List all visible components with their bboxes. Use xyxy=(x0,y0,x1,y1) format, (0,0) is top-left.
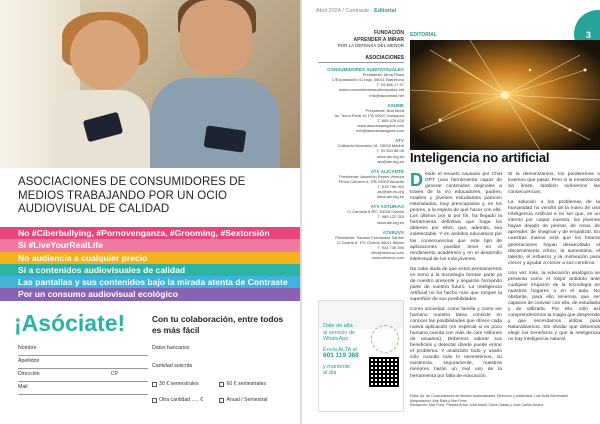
association-entry: ATV ASTURIAS C/ Camelia 8 8ºC 33006 Oviedo T. 985 122 253 www.atv.org.es xyxy=(347,204,404,225)
article-column-2 xyxy=(508,172,600,384)
whatsapp-text: Date de alta al servicio de WhatsApp Envía ALTA al 601 119 388 y mantente al día xyxy=(323,323,367,377)
folio: Abril 2024 / Contraste - Editorial xyxy=(316,8,397,14)
checkbox-icon xyxy=(219,398,224,403)
association-entry: ATVEUVS Presidente: Samuel Fernández Santos C/ Duarte 5, 1ºC Oviedo 48011 Bilbao T. 944 736 396 info@atveuvs.com www.atveuvs.com xyxy=(335,229,404,261)
children-with-phones-photo xyxy=(0,0,300,168)
paragraph: No cabe duda de que estos pensamientos en torno a la tecnología forman parte ya de nuestro presente y seguirán formando parte de nuestro futuro. La Inteligencia Artificial no ha hecho más que romper la superficie de sus posibilidades. xyxy=(410,266,502,302)
collaboration-text: Con tu colaboración, entre todos es más fácil xyxy=(152,314,284,335)
whatsapp-promo xyxy=(318,300,404,412)
amount-label: Cantidad suscrita xyxy=(152,363,193,369)
whatsapp-number[interactable]: 601 119 388 xyxy=(323,352,359,359)
neural-network-image xyxy=(410,40,600,150)
foundation-logo: FUNDACIÓN APRENDER A MIRAR POR LA DEFENSA DEL MENOR xyxy=(337,30,404,49)
join-heading: ¡Asóciate! xyxy=(14,310,126,336)
paragraph: Desde el revuelo causado por Chat GPT (una herramienta capaz de generar contenidos originales a través de la IA) educadores, padres, madres y jóvenes estudiantes parecen estimulados, muy preocupados y, en los peores, a la espera de qué hacer con ella. Los últimos por si por fin, ha llegado la herramienta definitiva que haga los deberes por ellos, que, además, sea indetectable. Y en ámbitos educativos por las consecuencias que este tipo de aplicaciones puedan tener en el rendimiento académico y en el desarrollo intelectual de los más jóvenes. xyxy=(410,170,502,262)
association-entry: ASUME Presidente: Ana Mora Av. Tenor Fleta 16 1ºA 50007 Zaragoza T. 605 476 628 www.asumezaragoza.com info@asumezaragoza.com xyxy=(334,102,404,134)
option-30[interactable]: 30 € semestrales xyxy=(152,381,218,387)
right-page xyxy=(302,0,600,424)
option-period[interactable]: Anual / Semestral xyxy=(219,397,285,403)
boy-figure xyxy=(150,0,280,168)
drop-cap: D xyxy=(410,170,423,190)
bank-details-field[interactable]: Datos bancarios xyxy=(152,345,190,351)
paragraph: Una vez más, la educación analógica se presenta como el mejor antídoto ante cualquier irrupción de la tecnología en nuestros hogares o en el aula. No obstante, para ello tenemos que ser capaces de convivir con ella, de estudiarla y de utilizarla. Por ello, sólo así comprenderemos la magia que desprende y que necesitamos utilizar para Naturalizarnos. Sin olvidar que debemos elegir los beneficios y que la inteligencia no hay inteligencia natural. xyxy=(508,270,600,343)
page-heading: ASOCIACIONES DE CONSUMIDORES DE MEDIOS TRABAJANDO POR UN OCIO AUDIOVISUAL DE CALIDAD xyxy=(18,176,246,215)
paragraph: La solución a los problemas de la humanidad no vendrá de la mano de una Inteligencia Artificial a no ser que, en un intento por culpar nuestra, los jóvenes hayan dejado de pensar, de crear, de aprender, de imaginar y de empatizar. En nuestras manos está que los futuros generaciones hayan desarrollado el discernimiento crítico, la autoestima, el talento, el esfuerzo y la motivación para crecer y ayudar a crecer a sus cerebros. xyxy=(508,200,600,266)
girl-figure xyxy=(40,20,150,168)
membership-form-payment xyxy=(152,345,292,413)
surname-field[interactable]: Apellidos xyxy=(18,358,148,369)
article-body xyxy=(410,172,600,384)
association-entry: ATV ALICANTE Presidente: Asunción Reyes Ventura Pintor Cabrera 4, 1ºB 03003 Alicante T. 615 786 944 atv@atv.es.org www.atv.org.es xyxy=(338,168,404,200)
slogan-strip: Sí a contenidos audiovisuales de calidad xyxy=(0,264,300,276)
credits: Edita: As. de Consumidores de Medios Audiovisuales. Dirección y publicidad: Luis Bolla Blommaert Maquetación: Ana Rafa y Mar Pons Redacción: Mar Pons, Patricia Arnal, Julia Maldi, Carla Casals y José Carlos Arranz xyxy=(410,394,568,408)
slogan-strip: Por un consumo audiovisual ecológico xyxy=(0,288,300,300)
mail-field[interactable]: Mail xyxy=(18,384,148,395)
association-entry: ATV C/Alberto Moncada 18, 28028 Madrid T. 91 534 88 08 www.atv.org.es atv@atv.org.es xyxy=(337,138,404,164)
slogan-strips xyxy=(0,227,300,301)
paragraph: Como sociedad, como familia y como ser humano nuestra tarea consiste en conocer las posibilidades que ofrece cada nueva aplicación (en especial si es poco humano cuenta con más de cien millones de usuarios). Debemos valorar sus beneficios y detectar dónde puede entrar el problema. Y analizarlo todo y usarlo sólo cuando más lo necesitemos, su existencia, seguramente, nuestros menores harán un mal uso de la herramienta por falta de educación. xyxy=(410,306,502,379)
page-number-tab: 3 xyxy=(574,10,600,58)
sidebar-title: ASOCIACIONES xyxy=(318,56,404,63)
associations-sidebar xyxy=(318,56,404,265)
checkbox-icon xyxy=(152,398,157,403)
paragraph: Si la demonizamos, los perderemos o traemos que pasar. Pero si la ensalzamos sin límite, también sufriremos las consecuencias. xyxy=(508,172,600,196)
slogan-strip: Sí #LiveYourRealLife xyxy=(0,239,300,251)
glowing-network-icon xyxy=(410,40,600,150)
qr-code-icon[interactable] xyxy=(369,357,399,387)
slogan-strip: No #Ciberbullying, #Pornovenganza, #Grooming, #Sextorsión xyxy=(0,227,300,239)
association-entry: CONSUMIDORES AUDIOVISUALES Presidente: Alma Plaza C/Explanación 41 bajo, 08011 Barcelona T. 93 486 17 57 www.consumidoresaudiovisuales.cat info@lacontrast.net xyxy=(327,67,404,98)
article-title: Inteligencia no artificial xyxy=(410,150,550,165)
address-field[interactable]: Dirección CP xyxy=(18,371,148,382)
slogan-strip: No audiencia a cualquier precio xyxy=(0,252,300,264)
option-60[interactable]: 60 € semestrales xyxy=(219,381,285,387)
chat-bubble-icon xyxy=(371,325,399,353)
name-field[interactable]: Nombre xyxy=(18,345,148,356)
option-other[interactable]: Otra cantidad ..... € xyxy=(152,397,218,403)
slogan-strip: Las pantallas y sus contenidos bajo la mirada atenta de Contraste xyxy=(0,276,300,288)
article-column-1 xyxy=(410,172,502,384)
membership-form-personal xyxy=(18,345,148,397)
section-label: EDITORIAL xyxy=(410,32,437,38)
checkbox-icon xyxy=(219,382,224,387)
checkbox-icon xyxy=(152,382,157,387)
